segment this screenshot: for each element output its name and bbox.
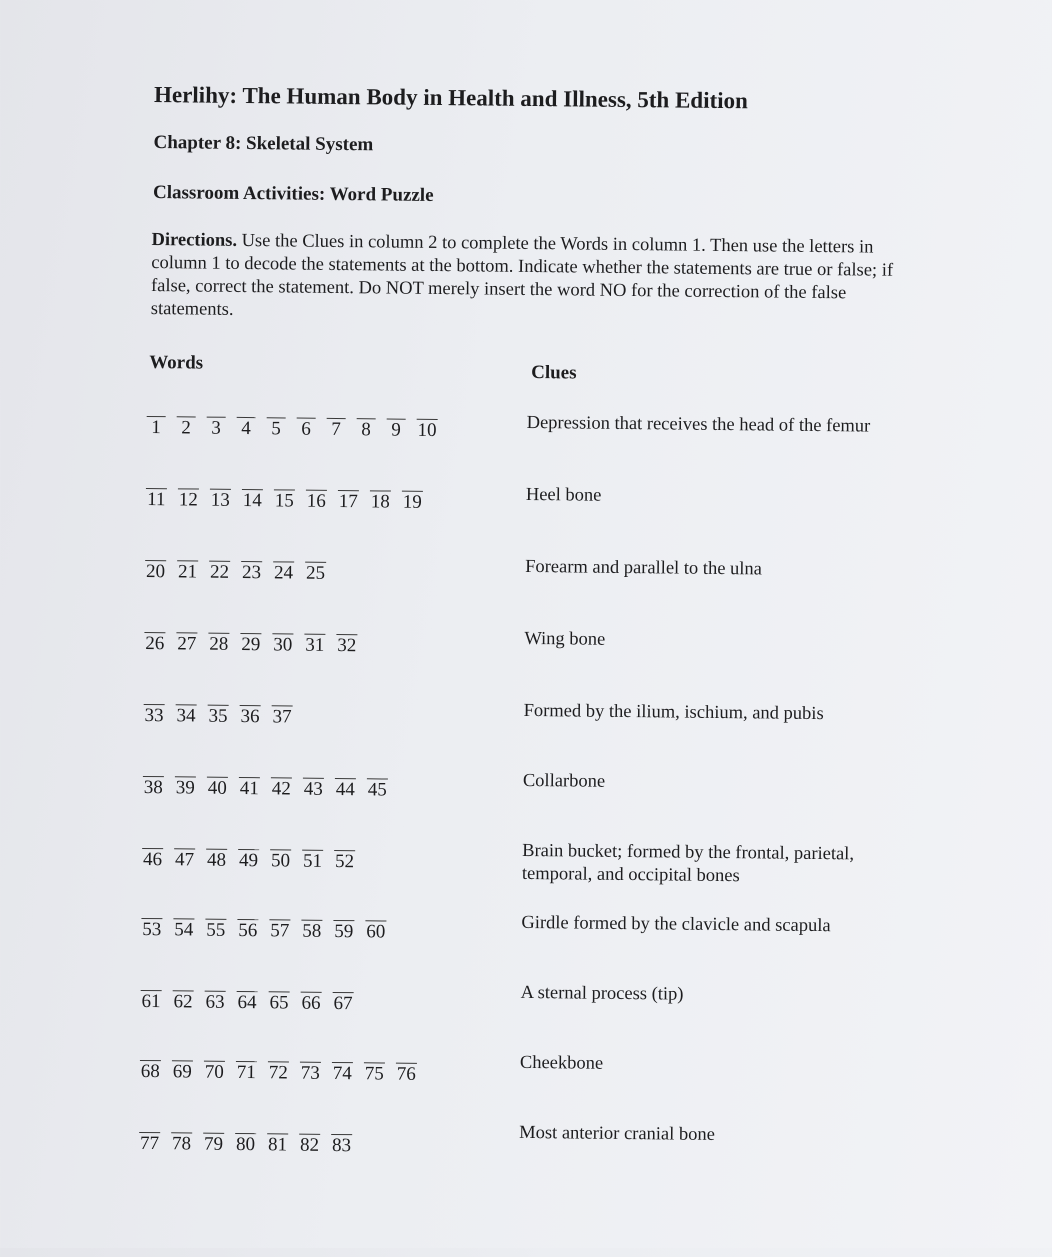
blank-number: 6 xyxy=(301,418,311,440)
letter-blank[interactable] xyxy=(362,1056,387,1085)
blank-number: 36 xyxy=(240,705,260,728)
blank-number: 69 xyxy=(172,1061,192,1083)
letter-blank[interactable] xyxy=(170,1054,195,1083)
blank-number: 39 xyxy=(175,777,195,799)
letter-blank[interactable] xyxy=(267,913,292,942)
letter-blank[interactable] xyxy=(329,1128,354,1157)
activity-heading: Classroom Activities: Word Puzzle xyxy=(152,182,434,206)
letter-blank[interactable] xyxy=(236,843,261,872)
letter-blank[interactable] xyxy=(237,699,262,728)
letter-blank[interactable] xyxy=(173,698,198,727)
letter-blank[interactable] xyxy=(400,485,425,514)
blank-number: 30 xyxy=(273,634,293,656)
letter-blank[interactable] xyxy=(336,484,361,513)
blank-number: 56 xyxy=(238,919,258,942)
blank-number: 70 xyxy=(204,1061,224,1083)
letter-blank[interactable] xyxy=(208,483,233,512)
blank-number: 44 xyxy=(335,778,355,801)
clue-text: Girdle formed by the clavicle and scapula xyxy=(521,912,831,937)
letter-blank[interactable] xyxy=(239,555,264,584)
word-row xyxy=(140,842,364,873)
letter-blank[interactable] xyxy=(270,627,295,656)
blank-number: 8 xyxy=(361,419,371,441)
word-row xyxy=(144,410,446,442)
word-row xyxy=(141,698,301,729)
blank-number: 1 xyxy=(151,417,161,439)
letter-blank[interactable] xyxy=(174,410,197,439)
letter-blank[interactable] xyxy=(365,772,390,801)
blank-number: 62 xyxy=(173,991,193,1013)
blank-number: 47 xyxy=(174,849,195,871)
words-column-heading: Words xyxy=(149,352,204,374)
blank-number: 34 xyxy=(176,705,196,727)
blank-number: 61 xyxy=(141,990,161,1013)
chapter-heading: Chapter 8: Skeletal System xyxy=(153,132,374,156)
letter-blank[interactable] xyxy=(205,771,230,800)
blank-number: 75 xyxy=(364,1063,384,1085)
blank-number: 48 xyxy=(206,849,227,871)
blank-number: 72 xyxy=(268,1062,288,1084)
blank-number: 19 xyxy=(402,491,422,513)
letter-blank[interactable] xyxy=(368,484,393,513)
letter-blank[interactable] xyxy=(269,771,294,800)
letter-blank[interactable] xyxy=(354,412,377,441)
letter-blank[interactable] xyxy=(334,628,359,657)
letter-blank[interactable] xyxy=(144,410,167,439)
blank-number: 12 xyxy=(178,489,198,511)
directions-paragraph xyxy=(151,229,912,329)
letter-blank[interactable] xyxy=(141,698,166,727)
blank-number: 3 xyxy=(211,417,221,439)
blank-number: 78 xyxy=(171,1133,192,1155)
clue-text: Heel bone xyxy=(525,484,602,506)
letter-blank[interactable] xyxy=(294,412,317,441)
directions-text: Use the Clues in column 2 to complete the Words in column 1. Then use the letters in column 1 to decode the statements at the bottom. Indicate whether the statements are true or false; if false, correct the statement. Do NOT merely insert the word NO for the correction of the false statements. xyxy=(150,230,894,320)
word-row xyxy=(139,912,395,944)
letter-blank[interactable] xyxy=(331,914,356,943)
blank-number: 5 xyxy=(271,418,281,440)
blank-number: 46 xyxy=(142,848,163,871)
letter-blank[interactable] xyxy=(271,555,296,584)
blank-number: 9 xyxy=(391,419,401,441)
blank-number: 32 xyxy=(337,634,357,657)
letter-blank[interactable] xyxy=(384,412,407,441)
letter-blank[interactable] xyxy=(394,1057,419,1086)
letter-blank[interactable] xyxy=(137,1126,162,1155)
clue-text: Forearm and parallel to the ulna xyxy=(525,556,763,580)
letter-blank[interactable] xyxy=(202,1055,227,1084)
blank-number: 33 xyxy=(144,704,164,727)
blank-number: 20 xyxy=(145,560,166,583)
letter-blank[interactable] xyxy=(303,556,328,585)
blank-number: 82 xyxy=(299,1134,320,1156)
word-row xyxy=(138,1054,426,1086)
letter-blank[interactable] xyxy=(240,483,265,512)
blank-number: 15 xyxy=(274,490,294,512)
blank-number: 18 xyxy=(370,491,390,513)
letter-blank[interactable] xyxy=(266,985,291,1014)
letter-blank[interactable] xyxy=(330,986,355,1015)
directions-label: Directions. xyxy=(151,230,238,251)
blank-number: 74 xyxy=(332,1062,352,1085)
letter-blank[interactable] xyxy=(201,1127,226,1156)
blank-number: 11 xyxy=(147,488,166,511)
letter-blank[interactable] xyxy=(264,411,287,440)
letter-blank[interactable] xyxy=(175,554,200,583)
blank-number: 14 xyxy=(242,489,262,512)
blank-number: 10 xyxy=(417,419,437,442)
blank-number: 54 xyxy=(174,919,194,941)
letter-blank[interactable] xyxy=(235,913,260,942)
letter-blank[interactable] xyxy=(300,844,325,873)
blank-number: 29 xyxy=(241,633,261,656)
blank-number: 22 xyxy=(209,561,230,583)
blank-number: 55 xyxy=(206,919,226,941)
word-row xyxy=(138,984,362,1015)
blank-number: 68 xyxy=(140,1060,160,1083)
blank-number: 41 xyxy=(239,777,259,800)
blank-number: 42 xyxy=(271,778,291,800)
blank-number: 7 xyxy=(331,418,341,441)
letter-blank[interactable] xyxy=(265,1127,290,1156)
letter-blank[interactable] xyxy=(266,1055,291,1084)
blank-number: 63 xyxy=(205,991,225,1013)
blank-number: 67 xyxy=(333,992,353,1015)
letter-blank[interactable] xyxy=(141,770,166,799)
blank-number: 73 xyxy=(300,1062,320,1084)
letter-blank[interactable] xyxy=(203,913,228,942)
word-row xyxy=(143,554,335,585)
word-row xyxy=(137,1126,361,1157)
letter-blank[interactable] xyxy=(169,1126,194,1155)
letter-blank[interactable] xyxy=(333,772,358,801)
blank-number: 59 xyxy=(334,920,354,943)
blank-number: 60 xyxy=(366,921,386,943)
blank-number: 64 xyxy=(237,991,257,1014)
clue-text: Brain bucket; formed by the frontal, parietal, temporal, and occipital bones xyxy=(521,840,855,887)
blank-number: 66 xyxy=(301,992,321,1014)
blank-number: 83 xyxy=(331,1134,352,1157)
letter-blank[interactable] xyxy=(330,1056,355,1085)
letter-blank[interactable] xyxy=(301,772,326,801)
letter-blank[interactable] xyxy=(205,699,230,728)
letter-blank[interactable] xyxy=(138,1054,163,1083)
blank-number: 43 xyxy=(303,778,323,800)
letter-blank[interactable] xyxy=(204,411,227,440)
blank-number: 52 xyxy=(334,850,355,873)
letter-blank[interactable] xyxy=(170,984,195,1013)
blank-number: 23 xyxy=(241,561,262,584)
letter-blank[interactable] xyxy=(176,482,201,511)
letter-blank[interactable] xyxy=(297,1128,322,1157)
blank-number: 16 xyxy=(306,490,326,512)
document-title: Herlihy: The Human Body in Health and Illness, 5th Edition xyxy=(153,82,749,114)
blank-number: 57 xyxy=(270,920,290,942)
letter-blank[interactable] xyxy=(174,626,199,655)
blank-number: 45 xyxy=(367,779,387,801)
blank-number: 27 xyxy=(177,633,197,655)
blank-number: 37 xyxy=(272,706,292,728)
blank-number: 77 xyxy=(139,1132,160,1155)
letter-blank[interactable] xyxy=(234,1055,259,1084)
blank-number: 80 xyxy=(235,1133,256,1156)
blank-number: 13 xyxy=(210,489,230,511)
blank-number: 38 xyxy=(143,776,163,799)
blank-number: 65 xyxy=(269,992,289,1014)
letter-blank[interactable] xyxy=(234,411,257,440)
letter-blank[interactable] xyxy=(204,843,229,872)
letter-blank[interactable] xyxy=(237,771,262,800)
clue-text: Collarbone xyxy=(522,770,606,792)
letter-blank[interactable] xyxy=(298,1056,323,1085)
letter-blank[interactable] xyxy=(202,985,227,1014)
blank-number: 24 xyxy=(273,562,294,584)
letter-blank[interactable] xyxy=(414,413,439,442)
letter-blank[interactable] xyxy=(139,912,164,941)
letter-blank[interactable] xyxy=(207,555,232,584)
letter-blank[interactable] xyxy=(206,627,231,656)
letter-blank[interactable] xyxy=(172,842,197,871)
letter-blank[interactable] xyxy=(171,912,196,941)
letter-blank[interactable] xyxy=(299,914,324,943)
blank-number: 21 xyxy=(177,561,198,583)
blank-number: 40 xyxy=(207,777,227,799)
blank-number: 2 xyxy=(181,417,191,439)
letter-blank[interactable] xyxy=(363,914,388,943)
blank-number: 28 xyxy=(209,633,229,655)
letter-blank[interactable] xyxy=(272,483,297,512)
blank-number: 53 xyxy=(142,918,162,941)
blank-number: 49 xyxy=(238,849,259,872)
blank-number: 35 xyxy=(208,705,228,727)
blank-number: 79 xyxy=(203,1133,224,1155)
letter-blank[interactable] xyxy=(302,628,327,657)
blank-number: 51 xyxy=(302,850,323,872)
letter-blank[interactable] xyxy=(324,412,347,441)
letter-blank[interactable] xyxy=(268,843,293,872)
letter-blank[interactable] xyxy=(238,627,263,656)
letter-blank[interactable] xyxy=(144,482,169,511)
letter-blank[interactable] xyxy=(138,984,163,1013)
letter-blank[interactable] xyxy=(304,484,329,513)
blank-number: 25 xyxy=(305,562,326,584)
clue-text: Cheekbone xyxy=(519,1052,604,1074)
clue-text: Most anterior cranial bone xyxy=(519,1122,716,1145)
blank-number: 71 xyxy=(236,1061,256,1084)
clue-text: A sternal process (tip) xyxy=(520,982,684,1005)
letter-blank[interactable] xyxy=(234,985,259,1014)
letter-blank[interactable] xyxy=(269,699,294,728)
word-row xyxy=(144,482,432,514)
blank-number: 4 xyxy=(241,417,251,440)
blank-number: 76 xyxy=(396,1063,416,1085)
letter-blank[interactable] xyxy=(173,770,198,799)
clue-text: Wing bone xyxy=(524,628,606,650)
word-row xyxy=(141,770,397,802)
blank-number: 17 xyxy=(338,490,358,513)
clues-column-heading: Clues xyxy=(531,362,577,384)
letter-blank[interactable] xyxy=(233,1127,258,1156)
blank-number: 58 xyxy=(302,920,322,942)
letter-blank[interactable] xyxy=(140,842,165,871)
letter-blank[interactable] xyxy=(298,986,323,1015)
letter-blank[interactable] xyxy=(332,844,357,873)
blank-number: 26 xyxy=(145,632,165,655)
letter-blank[interactable] xyxy=(142,626,167,655)
blank-number: 31 xyxy=(305,634,325,656)
word-row xyxy=(142,626,366,657)
letter-blank[interactable] xyxy=(143,554,168,583)
blank-number: 81 xyxy=(267,1134,288,1156)
blank-number: 50 xyxy=(270,850,291,872)
clue-text: Depression that receives the head of the femur xyxy=(526,412,871,437)
clue-text: Formed by the ilium, ischium, and pubis xyxy=(523,700,824,725)
